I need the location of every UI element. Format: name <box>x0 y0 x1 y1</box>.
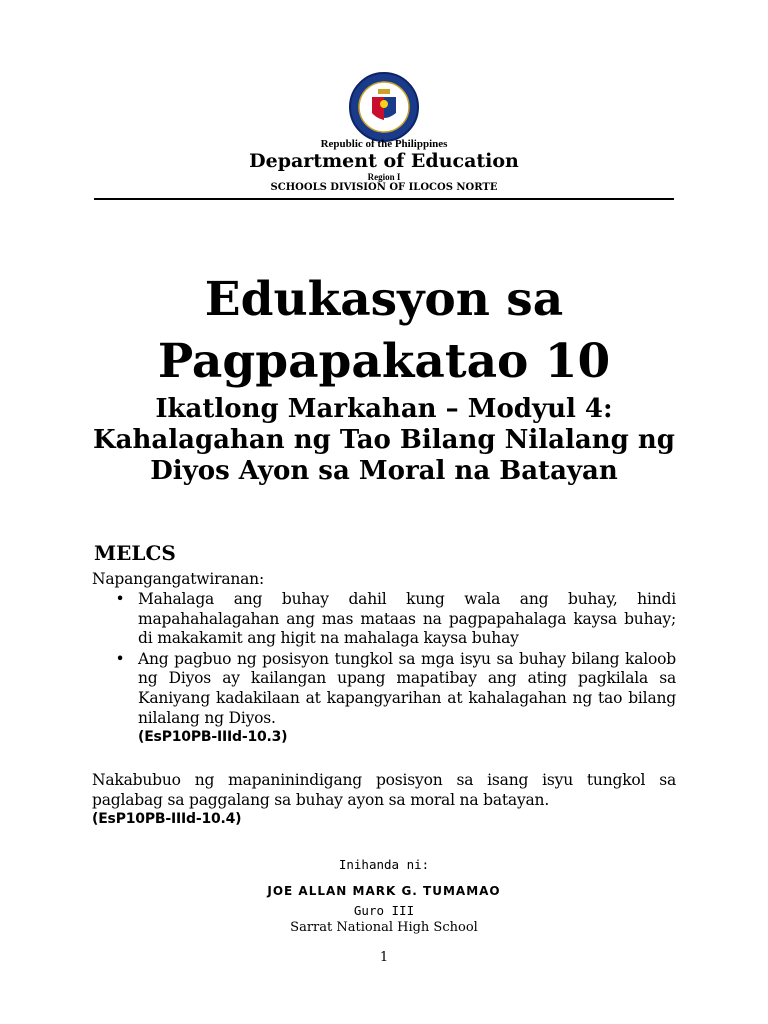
department-label: Department of Education <box>249 150 519 172</box>
bullet-text: Ang pagbuo ng posisyon tungkol sa mga isyu sa buhay bilang kaloob ng Diyos ay kailangan upang mapatibay ang ating pagkilala sa Kaniyang kadakilaan at kapangyarihan at kahalagahan ng tao bilang nilalang ng Diyos. <box>138 649 676 727</box>
module-title-line1: Edukasyon sa <box>204 272 564 327</box>
module-title-line2: Pagpapakatao 10 <box>157 334 611 389</box>
melcs-heading: MELCS <box>94 541 176 565</box>
competency-code: (EsP10PB-IIId-10.4) <box>92 811 242 828</box>
page-number: 1 <box>379 950 389 965</box>
republic-label: Republic of the Philippines <box>320 138 448 150</box>
melcs-bullet-list <box>115 590 676 749</box>
bullet-text: Mahalaga ang buhay dahil kung wala ang buhay, hindi mapahahalagahan ang mas mataas na pagpapahalaga kaysa buhay; di makakamit ang higit na mahalaga kaysa buhay <box>138 590 676 648</box>
division-label: SCHOOLS DIVISION OF ILOCOS NORTE <box>270 182 498 193</box>
melcs-intro: Napangangatwiranan: <box>92 570 264 588</box>
author-school: Sarrat National High School <box>290 920 478 935</box>
melcs-paragraph <box>92 771 676 830</box>
list-item <box>115 590 676 649</box>
competency-code: (EsP10PB-IIId-10.3) <box>138 729 288 746</box>
author-name: JOE ALLAN MARK G. TUMAMAO <box>267 884 501 898</box>
region-label: Region I <box>367 172 401 182</box>
prepared-by-label: Inihanda ni: <box>338 857 430 872</box>
bullet-icon: • <box>115 649 125 668</box>
header-divider <box>94 198 674 200</box>
list-item <box>115 649 676 748</box>
paragraph-text: Nakabubuo ng mapaninindigang posisyon sa isang isyu tungkol sa paglabag sa paggalang sa buhay ayon sa moral na batayan. <box>92 771 676 809</box>
bullet-icon: • <box>115 590 125 608</box>
module-subtitle: Ikatlong Markahan – Modyul 4: Kahalagahan ng Tao Bilang Nilalang ng Diyos Ayon sa Moral na Batayan <box>93 394 675 486</box>
deped-seal-icon <box>348 71 420 143</box>
author-position: Guro III <box>353 903 415 918</box>
